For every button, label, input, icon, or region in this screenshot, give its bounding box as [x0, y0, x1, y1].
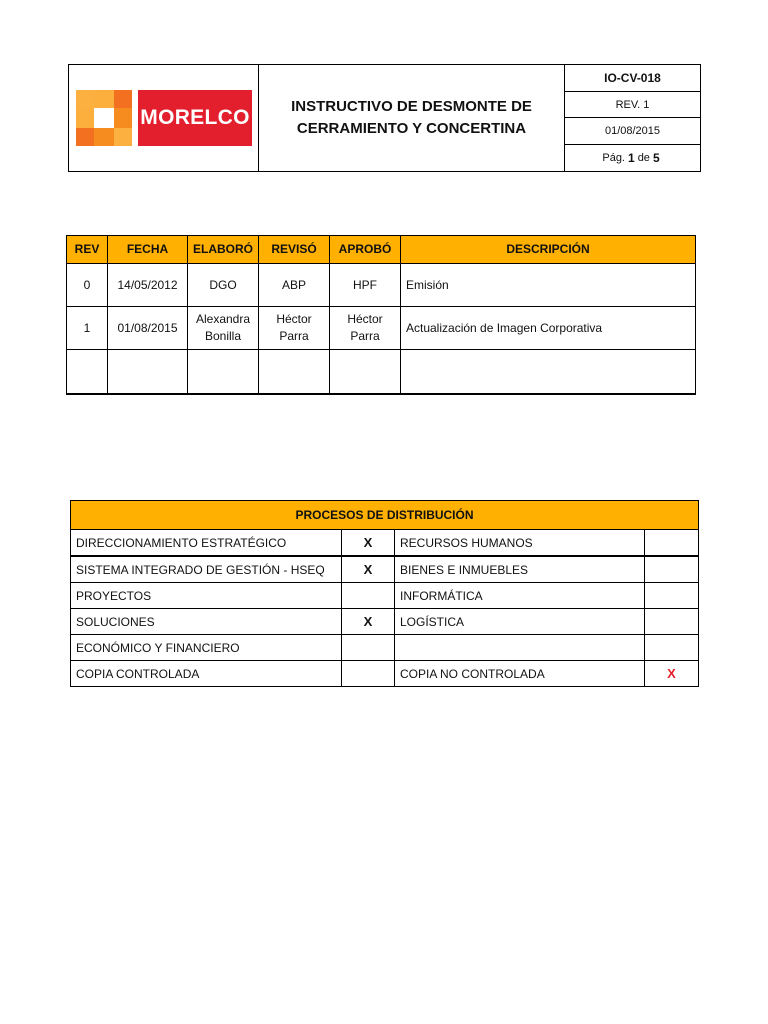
cell-descripcion	[401, 350, 696, 395]
process-left-mark	[342, 661, 395, 687]
process-left-mark	[342, 583, 395, 609]
process-right: COPIA NO CONTROLADA	[395, 661, 645, 687]
header-rev: REV	[67, 236, 108, 264]
cell-descripcion: Emisión	[401, 264, 696, 307]
header-descripcion: DESCRIPCIÓN	[401, 236, 696, 264]
header-fecha: FECHA	[108, 236, 188, 264]
table-row	[71, 530, 699, 557]
cell-aprobo: Héctor Parra	[330, 307, 401, 350]
process-right-mark: X	[645, 661, 699, 687]
table-row	[67, 307, 696, 350]
process-right: LOGÍSTICA	[395, 609, 645, 635]
process-right-mark	[645, 583, 699, 609]
title-line-2: CERRAMIENTO Y CONCERTINA	[296, 120, 527, 137]
process-left-mark: X	[342, 530, 395, 557]
header-elaboro: ELABORÓ	[188, 236, 259, 264]
revision-header-row	[67, 236, 696, 264]
process-right: INFORMÁTICA	[395, 583, 645, 609]
logo-mark-icon	[76, 90, 132, 146]
process-right-mark	[645, 635, 699, 661]
cell-aprobo	[330, 350, 401, 395]
cell-descripcion: Actualización de Imagen Corporativa	[401, 307, 696, 350]
table-row	[67, 350, 696, 395]
process-right	[395, 635, 645, 661]
process-left-mark: X	[342, 556, 395, 583]
document-meta	[565, 65, 700, 171]
header-aprobo: APROBÓ	[330, 236, 401, 264]
table-row	[67, 264, 696, 307]
process-right-mark	[645, 556, 699, 583]
cell-rev	[67, 350, 108, 395]
cell-elaboro	[188, 350, 259, 395]
page-current: 1	[628, 151, 635, 165]
process-left-mark: X	[342, 609, 395, 635]
process-left: DIRECCIONAMIENTO ESTRATÉGICO	[71, 530, 342, 557]
process-left: SOLUCIONES	[71, 609, 342, 635]
distribution-title-row	[71, 501, 699, 530]
process-right: RECURSOS HUMANOS	[395, 530, 645, 557]
table-row	[71, 556, 699, 583]
table-row	[71, 609, 699, 635]
distribution-table	[70, 500, 699, 687]
cell-fecha: 14/05/2012	[108, 264, 188, 307]
cell-reviso: ABP	[259, 264, 330, 307]
document-title	[259, 65, 565, 171]
process-left: PROYECTOS	[71, 583, 342, 609]
title-line-1: INSTRUCTIVO DE DESMONTE DE	[291, 98, 532, 115]
process-right: BIENES E INMUEBLES	[395, 556, 645, 583]
header-reviso: REVISÓ	[259, 236, 330, 264]
logo-wordmark: MORELCO	[138, 90, 252, 146]
distribution-title: PROCESOS DE DISTRIBUCIÓN	[71, 501, 699, 530]
process-left-mark	[342, 635, 395, 661]
page-total: 5	[652, 151, 660, 165]
cell-rev: 0	[67, 264, 108, 307]
table-row	[71, 583, 699, 609]
process-left: COPIA CONTROLADA	[71, 661, 342, 687]
logo	[69, 65, 259, 171]
table-row	[71, 661, 699, 687]
cell-reviso: Héctor Parra	[259, 307, 330, 350]
document-code: IO-CV-018	[565, 65, 700, 92]
process-left: ECONÓMICO Y FINANCIERO	[71, 635, 342, 661]
document-date: 01/08/2015	[565, 118, 700, 145]
cell-fecha: 01/08/2015	[108, 307, 188, 350]
process-right-mark	[645, 609, 699, 635]
table-row	[71, 635, 699, 661]
cell-aprobo: HPF	[330, 264, 401, 307]
process-right-mark	[645, 530, 699, 557]
cell-elaboro: Alexandra Bonilla	[188, 307, 259, 350]
cell-elaboro: DGO	[188, 264, 259, 307]
cell-reviso	[259, 350, 330, 395]
document-revision: REV. 1	[565, 92, 700, 118]
cell-fecha	[108, 350, 188, 395]
page-of: de	[637, 152, 650, 164]
document-header	[68, 64, 701, 172]
revision-table	[66, 235, 696, 395]
cell-rev: 1	[67, 307, 108, 350]
page-indicator	[565, 145, 700, 171]
process-left: SISTEMA INTEGRADO DE GESTIÓN - HSEQ	[71, 556, 342, 583]
page-prefix: Pág.	[602, 152, 625, 164]
